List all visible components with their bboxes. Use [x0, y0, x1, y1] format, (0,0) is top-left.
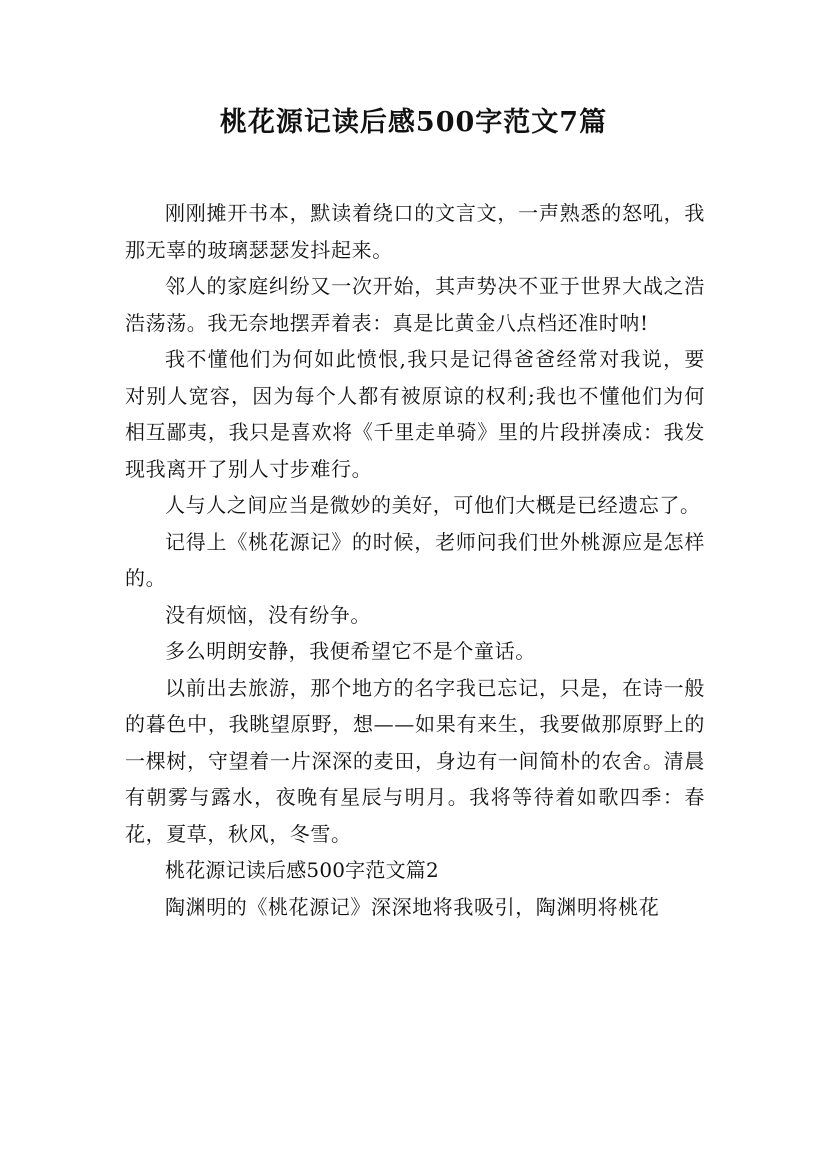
paragraph: 人与人之间应当是微妙的美好，可他们大概是已经遗忘了。: [165, 493, 701, 517]
paragraph: 刚刚摊开书本，默读着绕口的文言文，一声熟悉的怒吼，我那无辜的玻璃瑟瑟发抖起来。: [125, 201, 705, 262]
paragraph: 以前出去旅游，那个地方的名字我已忘记，只是，在诗一般的暮色中，我眺望原野，想——如果有来生，我要做那原野上的一棵树，守望着一片深深的麦田，身边有一间简朴的农舍。清晨有朝雾与露水，夜晚有星辰与明月。我将等待着如歌四季：春花，夏草，秋风，冬雪。: [125, 675, 705, 846]
paragraph: 记得上《桃花源记》的时候，老师问我们世外桃源应是怎样的。: [125, 529, 705, 590]
paragraph: 我不懂他们为何如此愤恨,我只是记得爸爸经常对我说，要对别人宽容，因为每个人都有被原谅的权利;我也不懂他们为何相互鄙夷，我只是喜欢将《千里走单骑》里的片段拼凑成：我发现我离开了别人寸步难行。: [125, 347, 705, 481]
paragraph: 没有烦恼，没有纷争。: [165, 602, 371, 627]
paragraph: 陶渊明的《桃花源记》深深地将我吸引，陶渊明将桃花: [165, 894, 660, 919]
document-body: [125, 195, 705, 925]
paragraph: 邻人的家庭纠纷又一次开始，其声势决不亚于世界大战之浩浩荡荡。我无奈地摆弄着表：真是比黄金八点档还准时呐!: [125, 274, 705, 335]
section-heading: 桃花源记读后感500字范文篇2: [165, 858, 439, 882]
paragraph: 多么明朗安静，我便希望它不是个童话。: [165, 639, 536, 663]
document-title: 桃花源记读后感500字范文7篇: [219, 107, 608, 138]
